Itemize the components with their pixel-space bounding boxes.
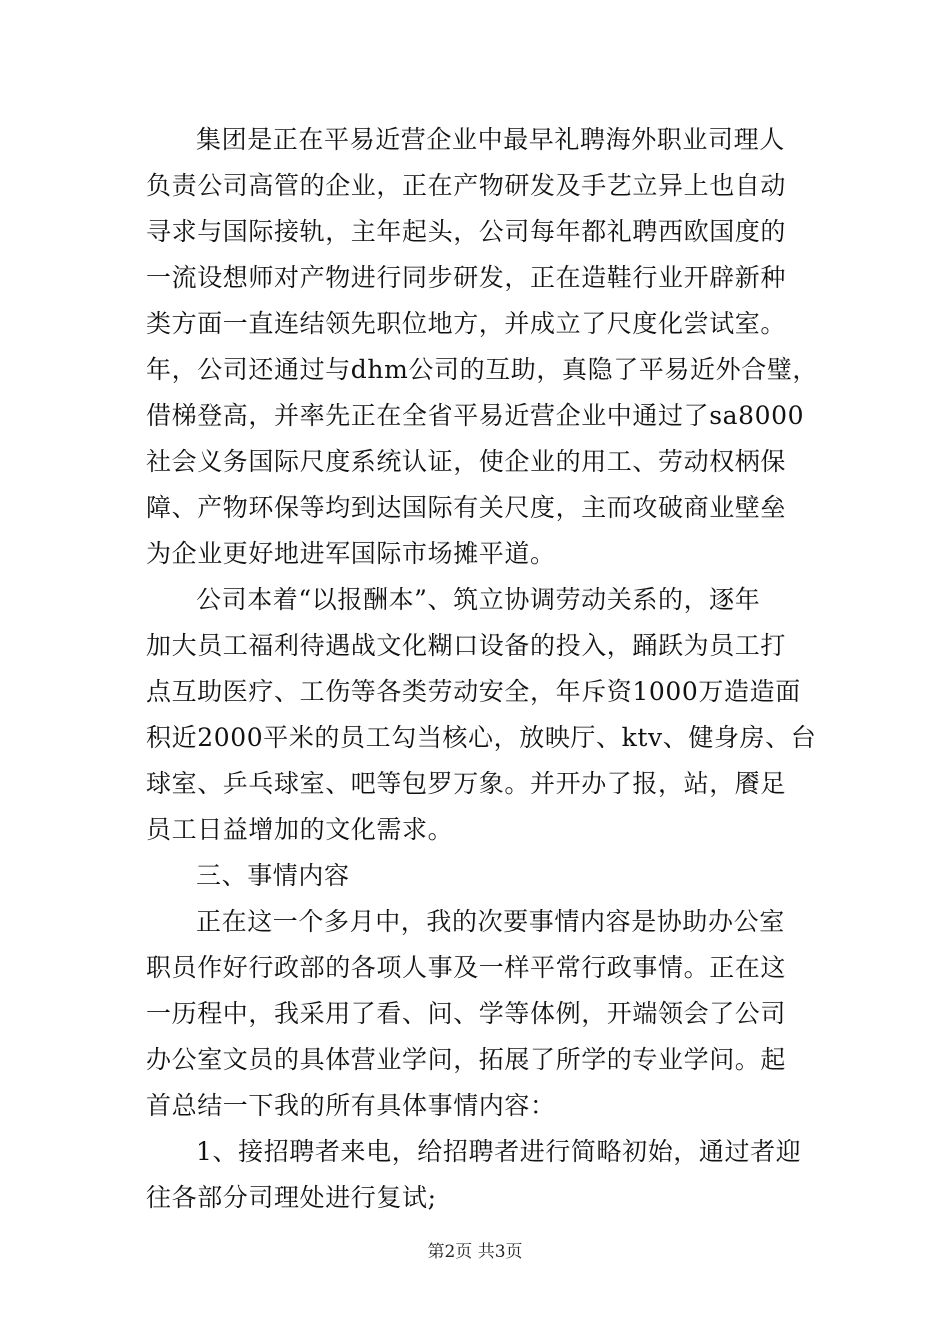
text-line: 1、接招聘者来电，给招聘者进行简略初始，通过者迎	[196, 1137, 802, 1166]
text-line: 类方面一直连结领先职位地方，并成立了尺度化尝试室。	[146, 309, 787, 338]
text-line: 球室、乒乓球室、吧等包罗万象。并开办了报，站，餍足	[146, 769, 787, 798]
text-line: 职员作好行政部的各项人事及一样平常行政事情。正在这	[146, 953, 787, 982]
page-footer: 第2页 共3页	[427, 1242, 523, 1262]
text-line: 正在这一个多月中，我的次要事情内容是协助办公室	[196, 907, 785, 936]
text-line: 障、产物环保等均到达国际有关尺度，主而攻破商业壁垒	[146, 493, 787, 522]
text-line: 积近2000平米的员工勾当核心，放映厅、ktv、健身房、台	[146, 723, 817, 752]
text-line: 年，公司还通过与dhm公司的互助，真隐了平易近外合璧，	[146, 355, 819, 384]
text-line: 点互助医疗、工伤等各类劳动安全，年斥资1000万造造面	[146, 677, 801, 706]
text-line: 办公室文员的具体营业学问，拓展了所学的专业学问。起	[146, 1045, 787, 1074]
text-line: 公司本着“以报酬本”、筑立协调劳动关系的，逐年	[196, 585, 761, 614]
text-line: 为企业更好地进军国际市场摊平道。	[146, 539, 556, 568]
text-line: 社会义务国际尺度系统认证，使企业的用工、劳动权柄保	[146, 447, 787, 476]
text-line: 负责公司高管的企业，正在产物研发及手艺立异上也自动	[146, 171, 787, 200]
text-line: 借梯登高，并率先正在全省平易近营企业中通过了sa8000	[146, 401, 805, 430]
text-line: 员工日益增加的文化需求。	[146, 815, 454, 844]
text-line: 一历程中，我采用了看、问、学等体例，开端领会了公司	[146, 999, 787, 1028]
text-line: 集团是正在平易近营企业中最早礼聘海外职业司理人	[196, 125, 785, 154]
text-line: 往各部分司理处进行复试;	[146, 1183, 437, 1212]
text-line: 寻求与国际接轨，主年起头，公司每年都礼聘西欧国度的	[146, 217, 787, 246]
text-line: 加大员工福利待遇战文化糊口设备的投入，踊跃为员工打	[146, 631, 787, 660]
text-line: 首总结一下我的所有具体事情内容：	[146, 1091, 556, 1120]
text-line: 一流设想师对产物进行同步研发，正在造鞋行业开辟新种	[146, 263, 787, 292]
section-heading: 三、事情内容	[196, 861, 350, 890]
